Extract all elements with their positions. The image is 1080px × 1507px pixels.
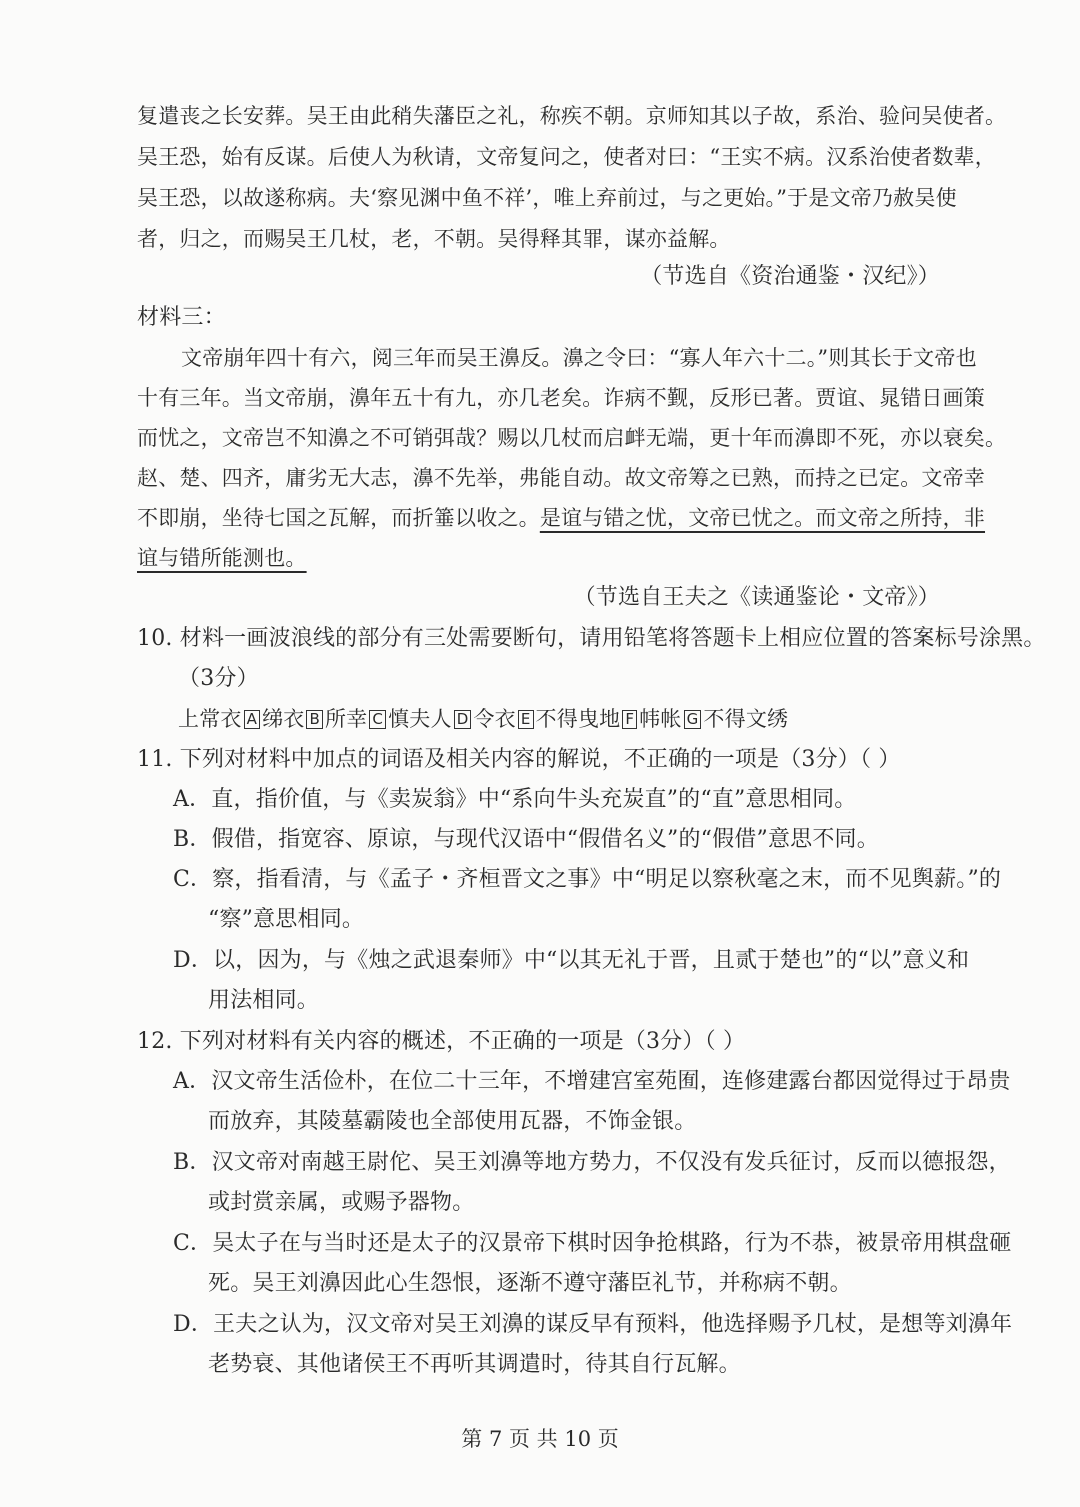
passage-line: 赵、楚、四齐，庸劣无大志，濞不先举，弗能自动。故文帝筹之已熟，而持之已定。文帝幸 [137, 466, 985, 490]
segment-text: 绨衣 [262, 707, 305, 731]
break-option-c[interactable]: C [369, 710, 386, 729]
question-11-stem: 11. 下列对材料中加点的词语及相关内容的解说，不正确的一项是（3分）（ ） [137, 747, 901, 772]
segment-text: 不得曳地 [535, 707, 621, 731]
question-12-stem: 12. 下列对材料有关内容的概述，不正确的一项是（3分）（ ） [137, 1029, 746, 1054]
segment-text: 上常衣 [178, 707, 242, 731]
question-10-score: （3分） [178, 666, 259, 691]
passage-line: 复遣丧之长安葬。吴王由此稍失藩臣之礼，称疾不朝。京师知其以子故，系治、验问吴使者。 [137, 104, 1007, 128]
segment-text: 不得文绣 [703, 707, 789, 731]
choice-a-continued: 而放弃，其陵墓霸陵也全部使用瓦器，不饰金银。 [208, 1109, 697, 1134]
segment-text: 令衣 [473, 707, 516, 731]
choice-a[interactable]: A．汉文帝生活俭朴，在位二十三年，不增建宫室苑囿，连修建露台都因觉得过于昂贵 [173, 1069, 1011, 1094]
passage-line: 而忧之，文帝岂不知濞之不可销弭哉？赐以几杖而启衅无端，更十年而濞即不死，亦以衰矣。 [137, 426, 1007, 450]
page-number: 第 7 页 共 10 页 [461, 1427, 619, 1451]
underlined-sentence: 谊与错所能测也。 [137, 546, 307, 570]
plain-text: 不即崩，坐待七国之瓦解，而折箠以收之。 [137, 506, 540, 530]
choice-d[interactable]: D．王夫之认为，汉文帝对吴王刘濞的谋反早有预料，他选择赐予几杖，是想等刘濞年 [173, 1312, 1013, 1337]
choice-c-continued: “察”意思相同。 [208, 907, 365, 932]
passage-line: 十有三年。当文帝崩，濞年五十有九，亦几老矣。诈病不觐，反形已著。贾谊、晁错日画策 [137, 386, 985, 410]
choice-d-continued: 老势衰、其他诸侯王不再听其调遣时，待其自行瓦解。 [208, 1352, 741, 1377]
section-heading: 材料三： [137, 305, 226, 330]
underlined-sentence: 是谊与错之忧，文帝已忧之。而文帝之所持，非 [539, 506, 986, 530]
passage-line: 者，归之，而赐吴王几杖，老，不朝。吴得释其罪，谋亦益解。 [137, 227, 731, 251]
choice-c[interactable]: C．吴太子在与当时还是太子的汉景帝下棋时因争抢棋路，行为不恭，被景帝用棋盘砸 [173, 1231, 1012, 1256]
sentence-break-options [178, 704, 788, 734]
passage-line: 吴王恐，始有反谋。后使人为秋请，文帝复问之，使者对曰：“王实不病。汉系治使者数辈， [137, 145, 996, 169]
question-10-stem: 10. 材料一画波浪线的部分有三处需要断句，请用铅笔将答题卡上相应位置的答案标号涂黑。 [137, 626, 1046, 651]
break-option-a[interactable]: A [244, 710, 260, 729]
choice-b-continued: 或封赏亲属，或赐予器物。 [208, 1190, 475, 1215]
choice-c[interactable]: C．察，指看清，与《孟子・齐桓晋文之事》中“明足以察秋毫之末，而不见舆薪。”的 [173, 867, 1002, 892]
source-citation: （节选自王夫之《读通鉴论・文帝》） [573, 585, 940, 610]
break-option-b[interactable]: B [306, 710, 323, 729]
break-option-f[interactable]: F [622, 710, 637, 729]
break-option-g[interactable]: G [684, 710, 702, 729]
choice-b[interactable]: B．汉文帝对南越王尉佗、吴王刘濞等地方势力，不仅没有发兵征讨，反而以德报怨， [173, 1150, 1011, 1175]
choice-d-continued: 用法相同。 [208, 988, 320, 1013]
choice-b[interactable]: B．假借，指宽容、原谅，与现代汉语中“假借名义”的“假借”意思不同。 [173, 827, 879, 852]
segment-text: 帏帐 [639, 707, 682, 731]
choice-a[interactable]: A．直，指价值，与《卖炭翁》中“系向牛头充炭直”的“直”意思相同。 [173, 787, 857, 812]
choice-c-continued: 死。吴王刘濞因此心生怨恨，逐渐不遵守藩臣礼节，并称病不朝。 [208, 1271, 852, 1296]
passage-line: 文帝崩年四十有六，阅三年而吴王濞反。濞之令曰：“寡人年六十二。”则其长于文帝也 [181, 346, 977, 370]
source-citation: （节选自《资治通鉴・汉纪》） [640, 264, 940, 289]
segment-text: 所幸 [324, 707, 368, 731]
break-option-e[interactable]: E [518, 710, 534, 729]
passage-line [137, 503, 985, 533]
break-option-d[interactable]: D [454, 710, 472, 729]
passage-line: 吴王恐，以故遂称病。夫‘察见渊中鱼不祥’，唯上弃前过，与之更始。”于是文帝乃赦吴使 [137, 186, 957, 210]
passage-line [137, 543, 307, 573]
segment-text: 慎夫人 [388, 707, 452, 731]
choice-d[interactable]: D．以，因为，与《烛之武退秦师》中“以其无礼于晋，且贰于楚也”的“以”意义和 [173, 948, 970, 973]
